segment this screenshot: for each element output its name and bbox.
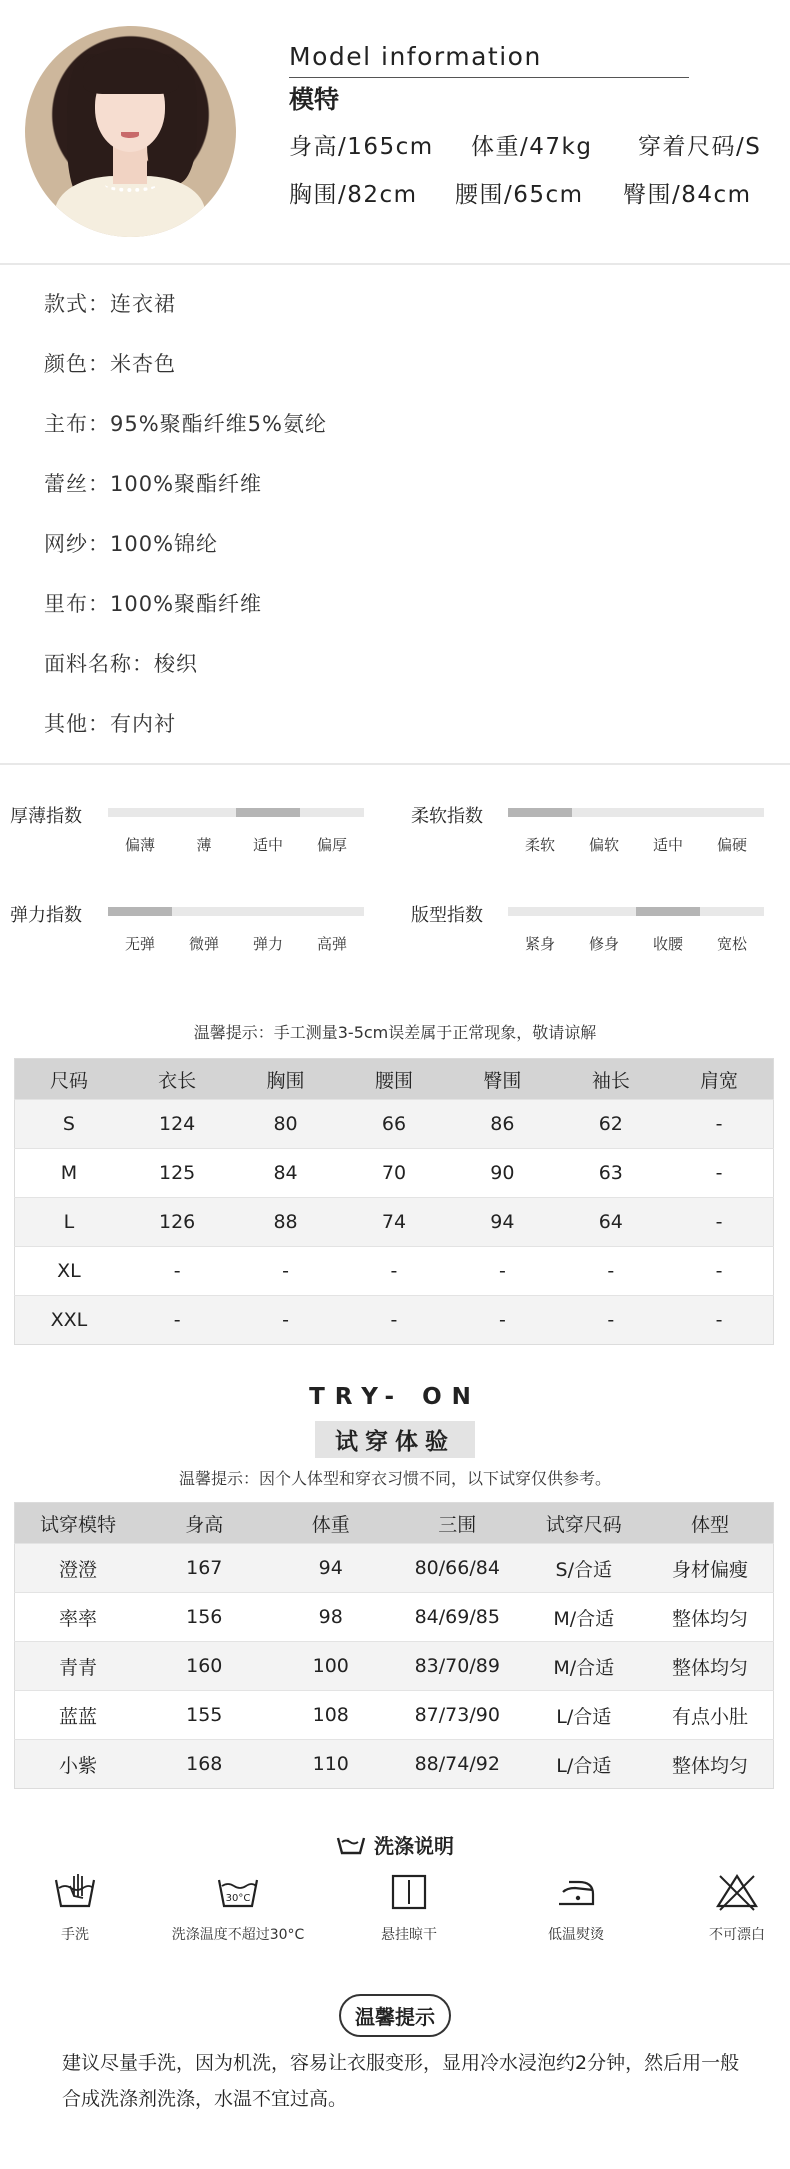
table-cell: 整体均匀 [647,1740,774,1789]
table-cell: 87/73/90 [394,1691,521,1740]
table-cell: M/合适 [521,1593,648,1642]
table-cell: 身材偏瘦 [647,1544,774,1593]
tip-title: 温馨提示 [339,1994,451,2037]
section-divider [0,263,790,265]
table-cell: S [15,1100,123,1149]
fit-index-title: 版型指数 [411,905,483,926]
hang-dry-label: 悬挂晾干 [381,1927,437,1943]
index-label: 宽松 [716,935,748,953]
table-cell: - [340,1296,448,1345]
detail-main-fabric: 主布：95%聚酯纤维5%氨纶 [44,412,327,436]
thickness-index-bar [108,808,364,817]
low-iron-icon [553,1872,599,1912]
table-cell: 94 [268,1544,395,1593]
table-row [15,1691,774,1740]
table-cell: 蓝蓝 [15,1691,142,1740]
wash-hand [0,1872,150,1944]
model-weight: 体重/47kg [471,134,593,160]
no-bleach-icon [714,1872,760,1912]
table-cell: - [665,1296,773,1345]
table-cell: 86 [448,1100,556,1149]
table-cell: 168 [141,1740,268,1789]
index-label: 紧身 [524,935,556,953]
index-label: 偏硬 [716,836,748,854]
section-divider [0,763,790,765]
table-cell: - [448,1296,556,1345]
detail-other: 其他：有内衬 [44,712,176,736]
size-col-sleeve: 袖长 [557,1059,665,1100]
table-cell: 64 [557,1198,665,1247]
table-row [15,1198,774,1247]
table-cell: 88/74/92 [394,1740,521,1789]
hand-wash-icon [52,1872,98,1912]
size-col-bust: 胸围 [231,1059,339,1100]
tip-title-wrap [0,1994,790,2037]
thickness-index-marker [236,808,300,817]
size-note: 温馨提示：手工测量3-5cm误差属于正常现象，敬请谅解 [193,1023,597,1042]
thickness-index-title: 厚薄指数 [10,806,82,827]
tryon-title-wrap [0,1421,790,1458]
table-cell: - [231,1247,339,1296]
table-cell: - [665,1100,773,1149]
table-cell: 98 [268,1593,395,1642]
table-cell: L/合适 [521,1691,648,1740]
table-cell: - [665,1149,773,1198]
tryon-col-model: 试穿模特 [15,1503,142,1544]
table-cell: - [557,1296,665,1345]
low-iron-label: 低温熨烫 [548,1927,604,1943]
wash-temperature [163,1872,313,1944]
elasticity-index-bar [108,907,364,916]
table-cell: 124 [123,1100,231,1149]
table-row [15,1544,774,1593]
hang-dry-icon [386,1872,432,1912]
elasticity-index-marker [108,907,172,916]
table-cell: 110 [268,1740,395,1789]
tryon-note: 温馨提示：因个人体型和穿衣习惯不同，以下试穿仅供参考。 [178,1469,611,1488]
table-cell: 155 [141,1691,268,1740]
table-row [15,1247,774,1296]
model-waist: 腰围/65cm [455,182,584,208]
table-cell: 90 [448,1149,556,1198]
table-cell: 80 [231,1100,339,1149]
index-label: 无弹 [124,935,156,953]
table-cell: 有点小肚 [647,1691,774,1740]
table-cell: - [448,1247,556,1296]
table-cell: - [665,1247,773,1296]
table-cell: 125 [123,1149,231,1198]
tryon-col-weight: 体重 [268,1503,395,1544]
index-label: 弹力 [252,935,284,953]
tryon-col-height: 身高 [141,1503,268,1544]
wash-temp-label: 洗涤温度不超过30°C [171,1927,305,1943]
no-bleach-label: 不可漂白 [709,1927,765,1943]
table-row [15,1100,774,1149]
elasticity-index-title: 弹力指数 [10,905,82,926]
index-label: 适中 [652,836,684,854]
wash-title-text: 洗涤说明 [374,1834,454,1858]
table-cell: S/合适 [521,1544,648,1593]
table-cell: 整体均匀 [647,1642,774,1691]
wash-title [336,1830,454,1859]
wash-title-wrap [0,1830,790,1860]
tryon-table [14,1502,774,1789]
table-cell: - [231,1296,339,1345]
softness-index-labels [508,834,764,854]
table-row [15,1296,774,1345]
model-height: 身高/165cm [289,134,434,160]
table-row [15,1642,774,1691]
index-label: 薄 [196,836,212,854]
model-avatar [25,26,236,237]
table-cell: 66 [340,1100,448,1149]
model-bust: 胸围/82cm [289,182,418,208]
hand-wash-label: 手洗 [61,1927,89,1943]
table-cell: M [15,1149,123,1198]
table-cell: L/合适 [521,1740,648,1789]
table-cell: - [123,1296,231,1345]
table-cell: 74 [340,1198,448,1247]
tryon-col-body: 体型 [647,1503,774,1544]
table-cell: 80/66/84 [394,1544,521,1593]
detail-style: 款式：连衣裙 [44,292,176,316]
wash-temp-value: 30°C [225,1893,251,1904]
size-table [14,1058,774,1345]
table-cell: 率率 [15,1593,142,1642]
table-cell: - [557,1247,665,1296]
tip-text: 建议尽量手洗，因为机洗，容易让衣服变形，显用冷水浸泡约2分钟，然后用一般合成洗涤剂洗涤，水温不宜过高。 [62,2052,740,2110]
size-col-size: 尺码 [15,1059,123,1100]
wash-iron [501,1872,651,1944]
table-cell: 62 [557,1100,665,1149]
table-cell: 84/69/85 [394,1593,521,1642]
table-cell: 70 [340,1149,448,1198]
index-label: 收腰 [652,935,684,953]
table-cell: 84 [231,1149,339,1198]
index-label: 偏厚 [316,836,348,854]
wash-no-bleach [662,1872,790,1944]
table-cell: 澄澄 [15,1544,142,1593]
table-cell: 整体均匀 [647,1593,774,1642]
table-cell: 83/70/89 [394,1642,521,1691]
table-cell: XL [15,1247,123,1296]
index-label: 高弹 [316,935,348,953]
softness-index-bar [508,808,764,817]
table-cell: 108 [268,1691,395,1740]
index-label: 柔软 [524,836,556,854]
table-cell: 青青 [15,1642,142,1691]
index-label: 微弹 [188,935,220,953]
size-col-length: 衣长 [123,1059,231,1100]
fit-index-marker [636,907,700,916]
table-cell: - [665,1198,773,1247]
table-cell: 160 [141,1642,268,1691]
fit-index-labels [508,933,764,953]
softness-index-marker [508,808,572,817]
tryon-col-size: 试穿尺码 [521,1503,648,1544]
table-cell: XXL [15,1296,123,1345]
detail-lace: 蕾丝：100%聚酯纤维 [44,472,263,496]
wash-temp-icon [215,1872,261,1912]
table-cell: 126 [123,1198,231,1247]
index-label: 偏软 [588,836,620,854]
table-cell: - [123,1247,231,1296]
model-heading: Model information [289,42,542,71]
size-col-hip: 臀围 [448,1059,556,1100]
index-label: 适中 [252,836,284,854]
table-cell: 100 [268,1642,395,1691]
thickness-index-labels [108,834,364,854]
detail-fabric-name: 面料名称：梭织 [44,652,198,676]
table-cell: 63 [557,1149,665,1198]
size-col-waist: 腰围 [340,1059,448,1100]
model-hip: 臀围/84cm [623,182,752,208]
table-cell: M/合适 [521,1642,648,1691]
fit-index-bar [508,907,764,916]
model-info-section [0,0,790,263]
size-col-shoulder: 肩宽 [665,1059,773,1100]
table-row [15,1593,774,1642]
table-cell: 94 [448,1198,556,1247]
table-cell: 167 [141,1544,268,1593]
detail-color: 颜色：米杏色 [44,352,176,376]
tryon-title-en: TRY- ON [309,1384,481,1410]
tryon-col-measurements: 三围 [394,1503,521,1544]
tryon-title-cn: 试穿体验 [315,1421,475,1458]
index-label: 修身 [588,935,620,953]
index-label: 偏薄 [124,836,156,854]
elasticity-index-labels [108,933,364,953]
wash-hang-dry [334,1872,484,1944]
heading-underline [289,77,689,78]
detail-lining: 里布：100%聚酯纤维 [44,592,263,616]
table-cell: 小紫 [15,1740,142,1789]
model-subtitle: 模特 [289,85,340,114]
table-cell: 88 [231,1198,339,1247]
table-row [15,1149,774,1198]
softness-index-title: 柔软指数 [411,806,483,827]
wash-basin-icon [336,1834,366,1856]
table-cell: L [15,1198,123,1247]
table-row [15,1740,774,1789]
table-cell: - [340,1247,448,1296]
model-size: 穿着尺码/S [638,134,762,160]
table-cell: 156 [141,1593,268,1642]
detail-mesh: 网纱：100%锦纶 [44,532,219,556]
